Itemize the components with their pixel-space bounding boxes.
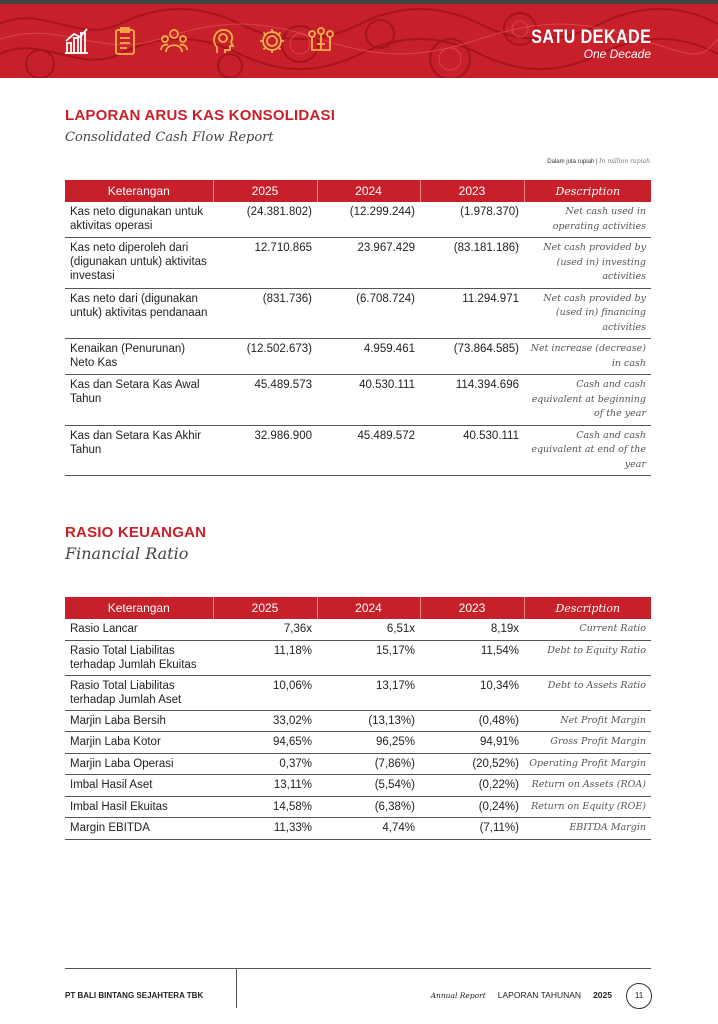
table-row [65,796,651,818]
row-description: Gross Profit Margin [524,732,651,754]
row-label: Rasio Lancar [65,619,213,640]
row-description: Net cash provided by (used in) financing activities [524,288,651,339]
row-label: Kas neto digunakan untuk aktivitas operasi [65,202,213,238]
value-2023: 8,19x [420,619,524,640]
clipboard-icon [111,26,139,56]
table-row [65,288,651,339]
row-label: Imbal Hasil Aset [65,775,213,797]
table-row [65,238,651,289]
team-icon [160,26,188,56]
value-2024: 4.959.461 [317,339,420,375]
value-2024: 4,74% [317,818,420,840]
footer-year: 2025 [593,990,612,1000]
header-banner [0,0,718,78]
row-description: Debt to Assets Ratio [524,675,651,710]
value-2023: (83.181.186) [420,238,524,289]
row-label: Imbal Hasil Ekuitas [65,796,213,818]
value-2023: 40.530.111 [420,425,524,476]
value-2023: (0,48%) [420,710,524,732]
table-row [65,675,651,710]
value-2025: 33,02% [213,710,317,732]
value-2024: (12.299.244) [317,202,420,238]
table-header-row [65,597,651,619]
col-header-description: Description [524,597,651,619]
footer-divider [65,968,651,969]
value-2025: 10,06% [213,675,317,710]
value-2025: (24.381.802) [213,202,317,238]
row-label: Kas neto dari (digunakan untuk) aktivitas pendanaan [65,288,213,339]
table-row [65,775,651,797]
row-description: Net cash used in operating activities [524,202,651,238]
value-2024: (6,38%) [317,796,420,818]
col-header-keterangan: Keterangan [65,180,213,202]
value-2024: 23.967.429 [317,238,420,289]
row-description: Operating Profit Margin [524,753,651,775]
row-label: Rasio Total Liabilitas terhadap Jumlah Aset [65,675,213,710]
row-description: Cash and cash equivalent at beginning of the year [524,375,651,426]
value-2025: 11,18% [213,640,317,675]
col-header-2024: 2024 [317,597,420,619]
page-number: 11 [626,983,652,1009]
unit-note-en: In million rupiah [599,158,650,165]
value-2025: 14,58% [213,796,317,818]
row-description: Net Profit Margin [524,710,651,732]
lightbulb-head-icon [209,26,237,56]
ratio-table [65,597,651,840]
brand-main: SATU DEKADE [530,27,651,48]
unit-note-sep: | [595,159,598,165]
table-row [65,619,651,640]
value-2025: 13,11% [213,775,317,797]
value-2024: 15,17% [317,640,420,675]
row-description: Cash and cash equivalent at end of the year [524,425,651,476]
row-description: Debt to Equity Ratio [524,640,651,675]
row-label: Marjin Laba Bersih [65,710,213,732]
value-2025: (831.736) [213,288,317,339]
value-2025: 32.986.900 [213,425,317,476]
row-description: Current Ratio [524,619,651,640]
ratio-title: RASIO KEUANGAN [65,524,207,541]
value-2023: 114.394.696 [420,375,524,426]
table-row [65,339,651,375]
footer-laporan-tahunan: LAPORAN TAHUNAN [497,990,582,1000]
value-2025: 12.710.865 [213,238,317,289]
footer-company: PT BALI BINTANG SEJAHTERA TBK [65,991,204,1000]
table-row [65,732,651,754]
ratio-subtitle: Financial Ratio [65,544,189,563]
row-label: Kas dan Setara Kas Akhir Tahun [65,425,213,476]
brand-logo [510,28,651,61]
row-description: Net cash provided by (used in) investing activities [524,238,651,289]
value-2023: (7,11%) [420,818,524,840]
row-label: Marjin Laba Kotor [65,732,213,754]
value-2025: 11,33% [213,818,317,840]
value-2024: (6.708.724) [317,288,420,339]
table-row [65,375,651,426]
col-header-2025: 2025 [213,180,317,202]
col-header-2024: 2024 [317,180,420,202]
row-label: Margin EBITDA [65,818,213,840]
col-header-keterangan: Keterangan [65,597,213,619]
value-2024: (7,86%) [317,753,420,775]
value-2023: 10,34% [420,675,524,710]
table-row [65,202,651,238]
footer-vertical-divider [236,968,237,1008]
cashflow-subtitle: Consolidated Cash Flow Report [65,130,274,145]
value-2023: (0,22%) [420,775,524,797]
header-icons [62,26,335,56]
value-2023: 11.294.971 [420,288,524,339]
table-row [65,640,651,675]
table-row [65,753,651,775]
row-label: Kas dan Setara Kas Awal Tahun [65,375,213,426]
value-2023: (73.864.585) [420,339,524,375]
unit-note [547,158,650,165]
table-row [65,818,651,840]
footer-annual-report: Annual Report [430,991,486,1000]
row-description: Net increase (decrease) in cash [524,339,651,375]
brand-sub: One Decade [583,47,651,61]
table-row [65,425,651,476]
row-label: Kenaikan (Penurunan) Neto Kas [65,339,213,375]
row-description: Return on Equity (ROE) [524,796,651,818]
value-2024: 96,25% [317,732,420,754]
value-2024: 13,17% [317,675,420,710]
value-2024: 45.489.572 [317,425,420,476]
row-label: Rasio Total Liabilitas terhadap Jumlah Ekuitas [65,640,213,675]
value-2025: 7,36x [213,619,317,640]
value-2025: 0,37% [213,753,317,775]
value-2023: (20,52%) [420,753,524,775]
unit-note-id: Dalam juta rupiah [547,159,595,165]
row-label: Kas neto diperoleh dari (digunakan untuk) aktivitas investasi [65,238,213,289]
value-2025: 94,65% [213,732,317,754]
value-2023: (0,24%) [420,796,524,818]
cashflow-title: LAPORAN ARUS KAS KONSOLIDASI [65,107,336,124]
row-label: Marjin Laba Operasi [65,753,213,775]
row-description: Return on Assets (ROA) [524,775,651,797]
value-2023: (1.978.370) [420,202,524,238]
value-2024: (5,54%) [317,775,420,797]
bar-chart-icon [62,26,90,56]
value-2023: 94,91% [420,732,524,754]
gear-icon [258,26,286,56]
value-2024: 6,51x [317,619,420,640]
value-2024: 40.530.111 [317,375,420,426]
cashflow-table [65,180,651,476]
value-2025: (12.502.673) [213,339,317,375]
value-2025: 45.489.573 [213,375,317,426]
row-description: EBITDA Margin [524,818,651,840]
col-header-2023: 2023 [420,597,524,619]
value-2023: 11,54% [420,640,524,675]
table-header-row [65,180,651,202]
col-header-2023: 2023 [420,180,524,202]
table-row [65,710,651,732]
value-2024: (13,13%) [317,710,420,732]
footer-report-label [431,990,612,1000]
network-icon [307,26,335,56]
col-header-description: Description [524,180,651,202]
col-header-2025: 2025 [213,597,317,619]
